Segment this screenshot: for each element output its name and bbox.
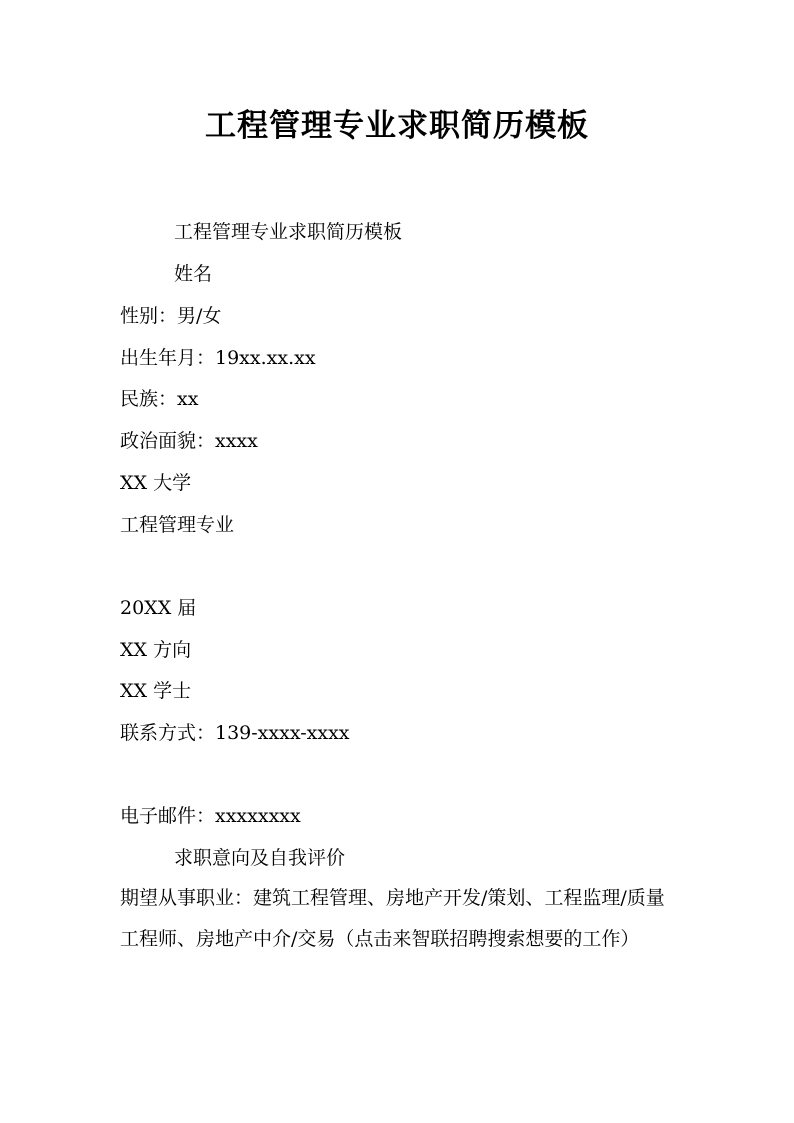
email-line: 电子邮件：xxxxxxxx xyxy=(120,805,301,827)
name-label: 姓名 xyxy=(174,263,213,285)
ethnicity-line: 民族：xx xyxy=(120,388,199,410)
birth-date-line: 出生年月：19xx.xx.xx xyxy=(120,347,316,369)
degree-line: XX 学士 xyxy=(120,680,192,702)
section-heading: 求职意向及自我评价 xyxy=(174,847,346,869)
desired-jobs-paragraph: 期望从事职业：建筑工程管理、房地产开发/策划、工程监理/质量工程师、房地产中介/交易（点击来智联招聘搜索想要的工作） xyxy=(120,887,665,950)
direction-line: XX 方向 xyxy=(120,639,192,661)
document-title: 工程管理专业求职简历模板 xyxy=(205,108,589,144)
gender-line: 性别：男/女 xyxy=(120,305,222,327)
major-line: 工程管理专业 xyxy=(120,514,235,536)
graduation-year-line: 20XX 届 xyxy=(120,597,197,619)
resume-subtitle: 工程管理专业求职简历模板 xyxy=(174,221,403,243)
contact-line: 联系方式：139-xxxx-xxxx xyxy=(120,722,350,744)
political-status-line: 政治面貌：xxxx xyxy=(120,430,258,452)
university-line: XX 大学 xyxy=(120,472,192,494)
